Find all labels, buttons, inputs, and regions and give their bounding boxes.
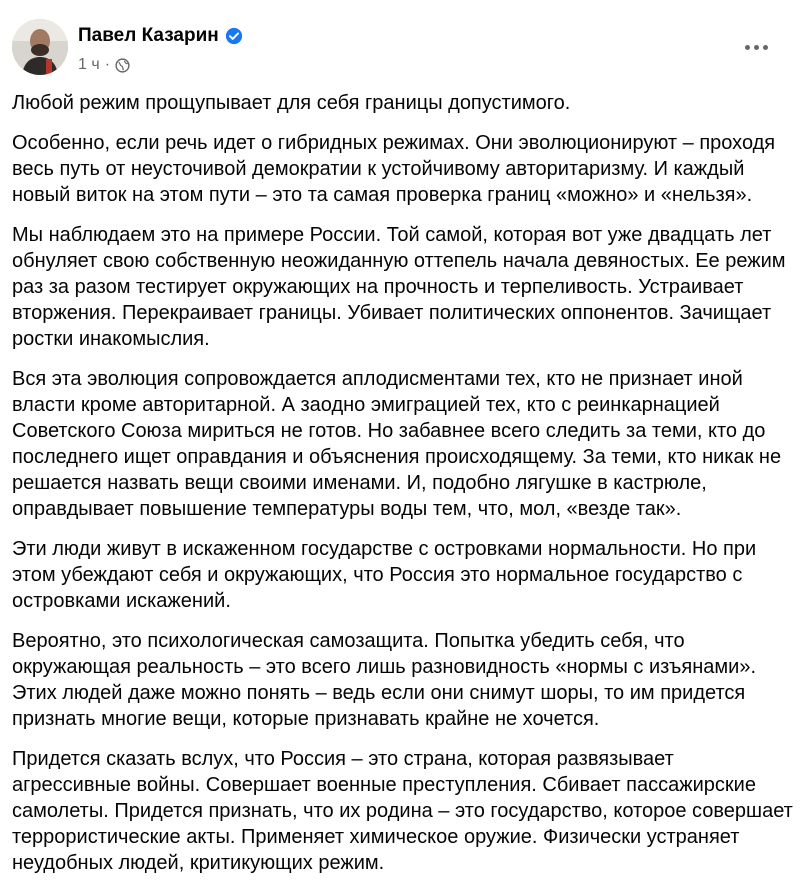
post-paragraph: Эти люди живут в искаженном государстве с островками нормальности. Но при этом убеждают себя и окружающих, что Россия это нормальное государство с островками искажений. (12, 538, 757, 612)
globe-icon[interactable] (115, 58, 130, 73)
verified-badge-icon (225, 27, 243, 45)
more-dot (754, 45, 759, 50)
author-name-row (78, 25, 243, 47)
author-name[interactable]: Павел Казарин (78, 25, 219, 46)
post-paragraph: Придется сказать вслух, что Россия – это страна, которая развязывает агрессивные войны. Совершает военные преступления. Сбивает пассажирские самолеты. Придется признать, что их родина – это государство, которое совершает террористические акты. Применяет химическое оружие. Физически устраняет неудобных людей, критикующих режим. (12, 748, 793, 874)
avatar[interactable] (12, 19, 68, 75)
post-body (12, 90, 798, 890)
post-paragraph: Вероятно, это психологическая самозащита. Попытка убедить себя, что окружающая реальность – это всего лишь разновидность «нормы с изъянами». Этих людей даже можно понять – ведь если они снимут шоры, то им придется признать многие вещи, которые признавать крайне не хочется. (12, 630, 756, 730)
meta-separator: · (104, 56, 111, 73)
avatar-image (12, 19, 68, 75)
more-options-icon[interactable] (738, 29, 774, 65)
post-timestamp[interactable]: 1 ч (78, 56, 100, 73)
post-header (12, 19, 788, 79)
post-paragraph: Мы наблюдаем это на примере России. Той самой, которая вот уже двадцать лет обнуляет свою собственную неожиданную оттепель начала девяностых. Ее режим раз за разом тестирует окружающих на прочность и терпеливость. Устраивает вторжения. Перекраивает границы. Убивает политических оппонентов. Зачищает ростки инакомыслия. (12, 224, 786, 350)
more-dot (745, 45, 750, 50)
post-paragraph: Особенно, если речь идет о гибридных режимах. Они эволюционируют – проходя весь путь от неусточивой демократии к устойчивому авторитаризму. И каждый новый виток на этом пути – это та самая проверка границ «можно» и «нельзя». (12, 132, 776, 206)
post-paragraph: Любой режим прощупывает для себя границы допустимого. (12, 92, 571, 114)
more-dot (763, 45, 768, 50)
post-paragraph: Вся эта эволюция сопровождается аплодисментами тех, кто не признает иной власти кроме авторитарной. А заодно эмиграцией тех, кто с реинкарнацией Советского Союза мириться не готов. Но забавнее всего следить за теми, кто до последнего ищет оправдания и объяснения происходящему. За теми, кто никак не решается назвать вещи своими именами. И, подобно лягушке в кастрюле, оправдывает повышение температуры воды тем, что, мол, «везде так». (12, 368, 782, 520)
post-meta (78, 56, 130, 74)
